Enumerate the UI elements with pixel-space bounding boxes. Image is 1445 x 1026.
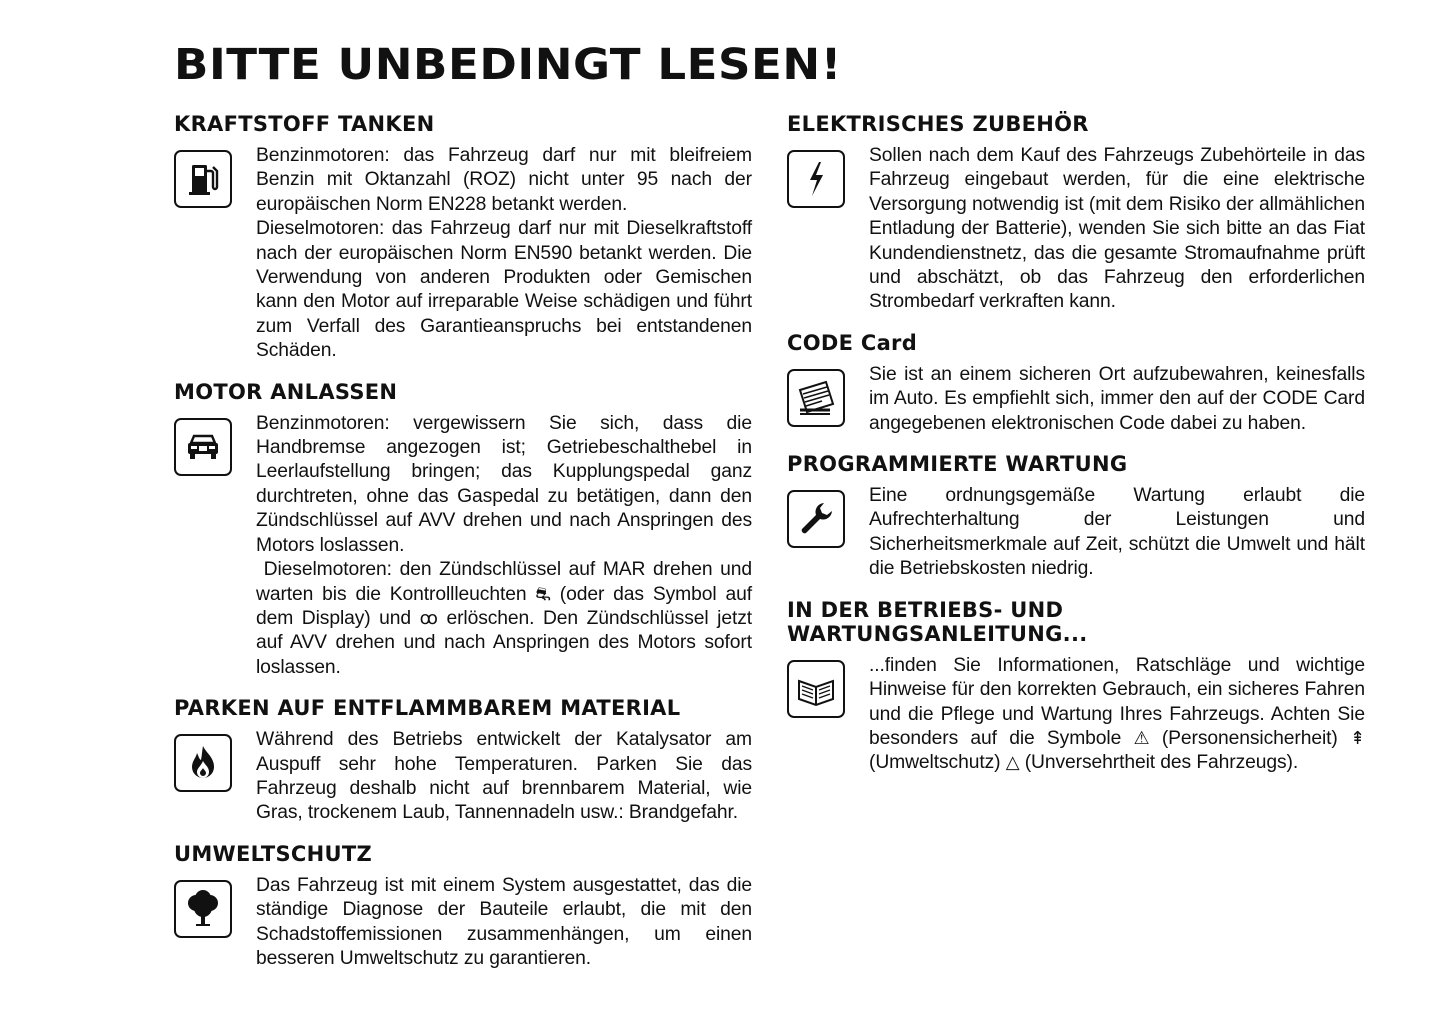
- section-heading: ELEKTRISCHES ZUBEHÖR: [787, 112, 1089, 136]
- paragraph: Benzinmotoren: das Fahrzeug darf nur mit bleifreiem Benzin mit Oktanzahl (ROZ) nicht unter 95 nach der europäischen Norm EN228 betankt werden.: [256, 145, 752, 215]
- tree-icon: [174, 880, 232, 938]
- section-text: [869, 144, 1365, 315]
- open-book-icon: [787, 660, 845, 718]
- page-title: BITTE UNBEDINGT LESEN!: [174, 40, 842, 90]
- paragraph: Sollen nach dem Kauf des Fahrzeugs Zubehörteile in das Fahrzeug eingebaut werden, für die eine elektrische Versorgung notwendig ist (mit dem Risiko der allmählichen Entladung der Batterie), wenden Sie sich bitte an das Fiat Kundendienstnetz, das die gesamte Stromaufnahme prüft und abschätzt, ob das Fahrzeug den erforderlichen Strombedarf verkraften kann.: [869, 145, 1365, 313]
- car-front-icon: [174, 418, 232, 476]
- left-column: [174, 112, 752, 987]
- section-heading: PROGRAMMIERTE WARTUNG: [787, 452, 1128, 477]
- section-elektrisches-zubehoer: [787, 112, 1365, 315]
- paragraph: ...finden Sie Informationen, Ratschläge und wichtige Hinweise für den korrekten Gebrauch, ein sicheres Fahren und die Pflege und Wartung Ihres Fahrzeugs. Achten Sie besonders auf die Symbole ⚠ (Personensicherheit) ⇞ (Umweltschutz) △ (Unversehrtheit des Fahrzeugs).: [869, 654, 1365, 776]
- paragraph: Sie ist an einem sicheren Ort aufzubewahren, keinesfalls im Auto. Es empfiehlt sich, immer den auf der CODE Card angegebenen elektronischen Code dabei zu haben.: [869, 363, 1365, 434]
- glow-plug-symbol: ⛐: [535, 583, 551, 605]
- section-text: [869, 654, 1365, 776]
- wrench-icon: [787, 490, 845, 548]
- environment-symbol: ⇞: [1350, 727, 1365, 749]
- section-heading: MOTOR ANLASSEN: [174, 379, 398, 404]
- code-card-icon: [787, 369, 845, 427]
- section-motor-anlassen: [174, 380, 752, 680]
- person-safety-symbol: ⚠: [1133, 727, 1150, 749]
- section-heading: PARKEN AUF ENTFLAMMBAREM MATERIAL: [174, 696, 681, 721]
- section-heading: IN DER BETRIEBS- UND WARTUNGSANLEITUNG...: [787, 597, 1088, 646]
- section-text: [869, 484, 1365, 582]
- section-heading: UMWELTSCHUTZ: [174, 841, 373, 866]
- paragraph: Dieselmotoren: den Zündschlüssel auf MAR drehen und warten bis die Kontrollleuchten ⛐ (oder das Symbol auf dem Display) und ꝏ erlöschen. Den Zündschlüssel jetzt auf AVV drehen und nach Anspringen des Motors sofort loslassen.: [256, 559, 752, 678]
- section-betriebsanleitung: [787, 598, 1365, 776]
- paragraph: Während des Betriebs entwickelt der Katalysator am Auspuff sehr hohe Temperaturen. Parken Sie das Fahrzeug deshalb nicht auf brennbarem Material, wie Gras, trockenem Laub, Tannennadeln usw.: Brandgefahr.: [256, 729, 752, 824]
- section-heading: CODE Card: [787, 330, 918, 355]
- fuel-pump-icon: [174, 150, 232, 208]
- section-text: [869, 363, 1365, 436]
- paragraph: Benzinmotoren: vergewissern Sie sich, dass die Handbremse angezogen ist; Getriebeschalthebel in Leerlaufstellung bringen; das Kupplungspedal ganz durchtreten, ohne das Gaspedal zu betätigen, dann den Zündschlüssel auf AVV drehen und nach Anspringen des Motors loslassen.: [256, 412, 752, 556]
- section-text: [256, 874, 752, 972]
- section-umweltschutz: [174, 842, 752, 972]
- flame-icon: [174, 734, 232, 792]
- paragraph: Eine ordnungsgemäße Wartung erlaubt die Aufrechterhaltung der Leistungen und Sicherheitsmerkmale auf Zeit, schützt die Umwelt und hält die Betriebskosten niedrig.: [869, 485, 1365, 580]
- paragraph: Das Fahrzeug ist mit einem System ausgestattet, das die ständige Diagnose der Bauteile erlaubt, die mit den Schadstoffemissionen zusammenhängen, um einen besseren Umweltschutz zu garantieren.: [256, 874, 752, 969]
- section-heading: KRAFTSTOFF TANKEN: [174, 112, 435, 136]
- paragraph: Dieselmotoren: das Fahrzeug darf nur mit Dieselkraftstoff nach der europäischen Norm EN590 betankt werden. Die Verwendung von anderen Produkten oder Gemischen kann den Motor auf irreparable Weise schädigen und führt zum Verfall des Garantieanspruchs bei entstandenen Schäden.: [256, 218, 752, 362]
- right-column: [787, 112, 1365, 792]
- section-code-card: [787, 331, 1365, 436]
- section-parken: [174, 696, 752, 826]
- section-text: [256, 412, 752, 680]
- section-text: [256, 728, 752, 826]
- section-text: [256, 144, 752, 364]
- vehicle-integrity-symbol: △: [1005, 752, 1020, 774]
- lightning-icon: [787, 150, 845, 208]
- section-kraftstoff-tanken: [174, 112, 752, 364]
- preheat-symbol: ꝏ: [419, 607, 438, 629]
- section-programmierte-wartung: [787, 452, 1365, 582]
